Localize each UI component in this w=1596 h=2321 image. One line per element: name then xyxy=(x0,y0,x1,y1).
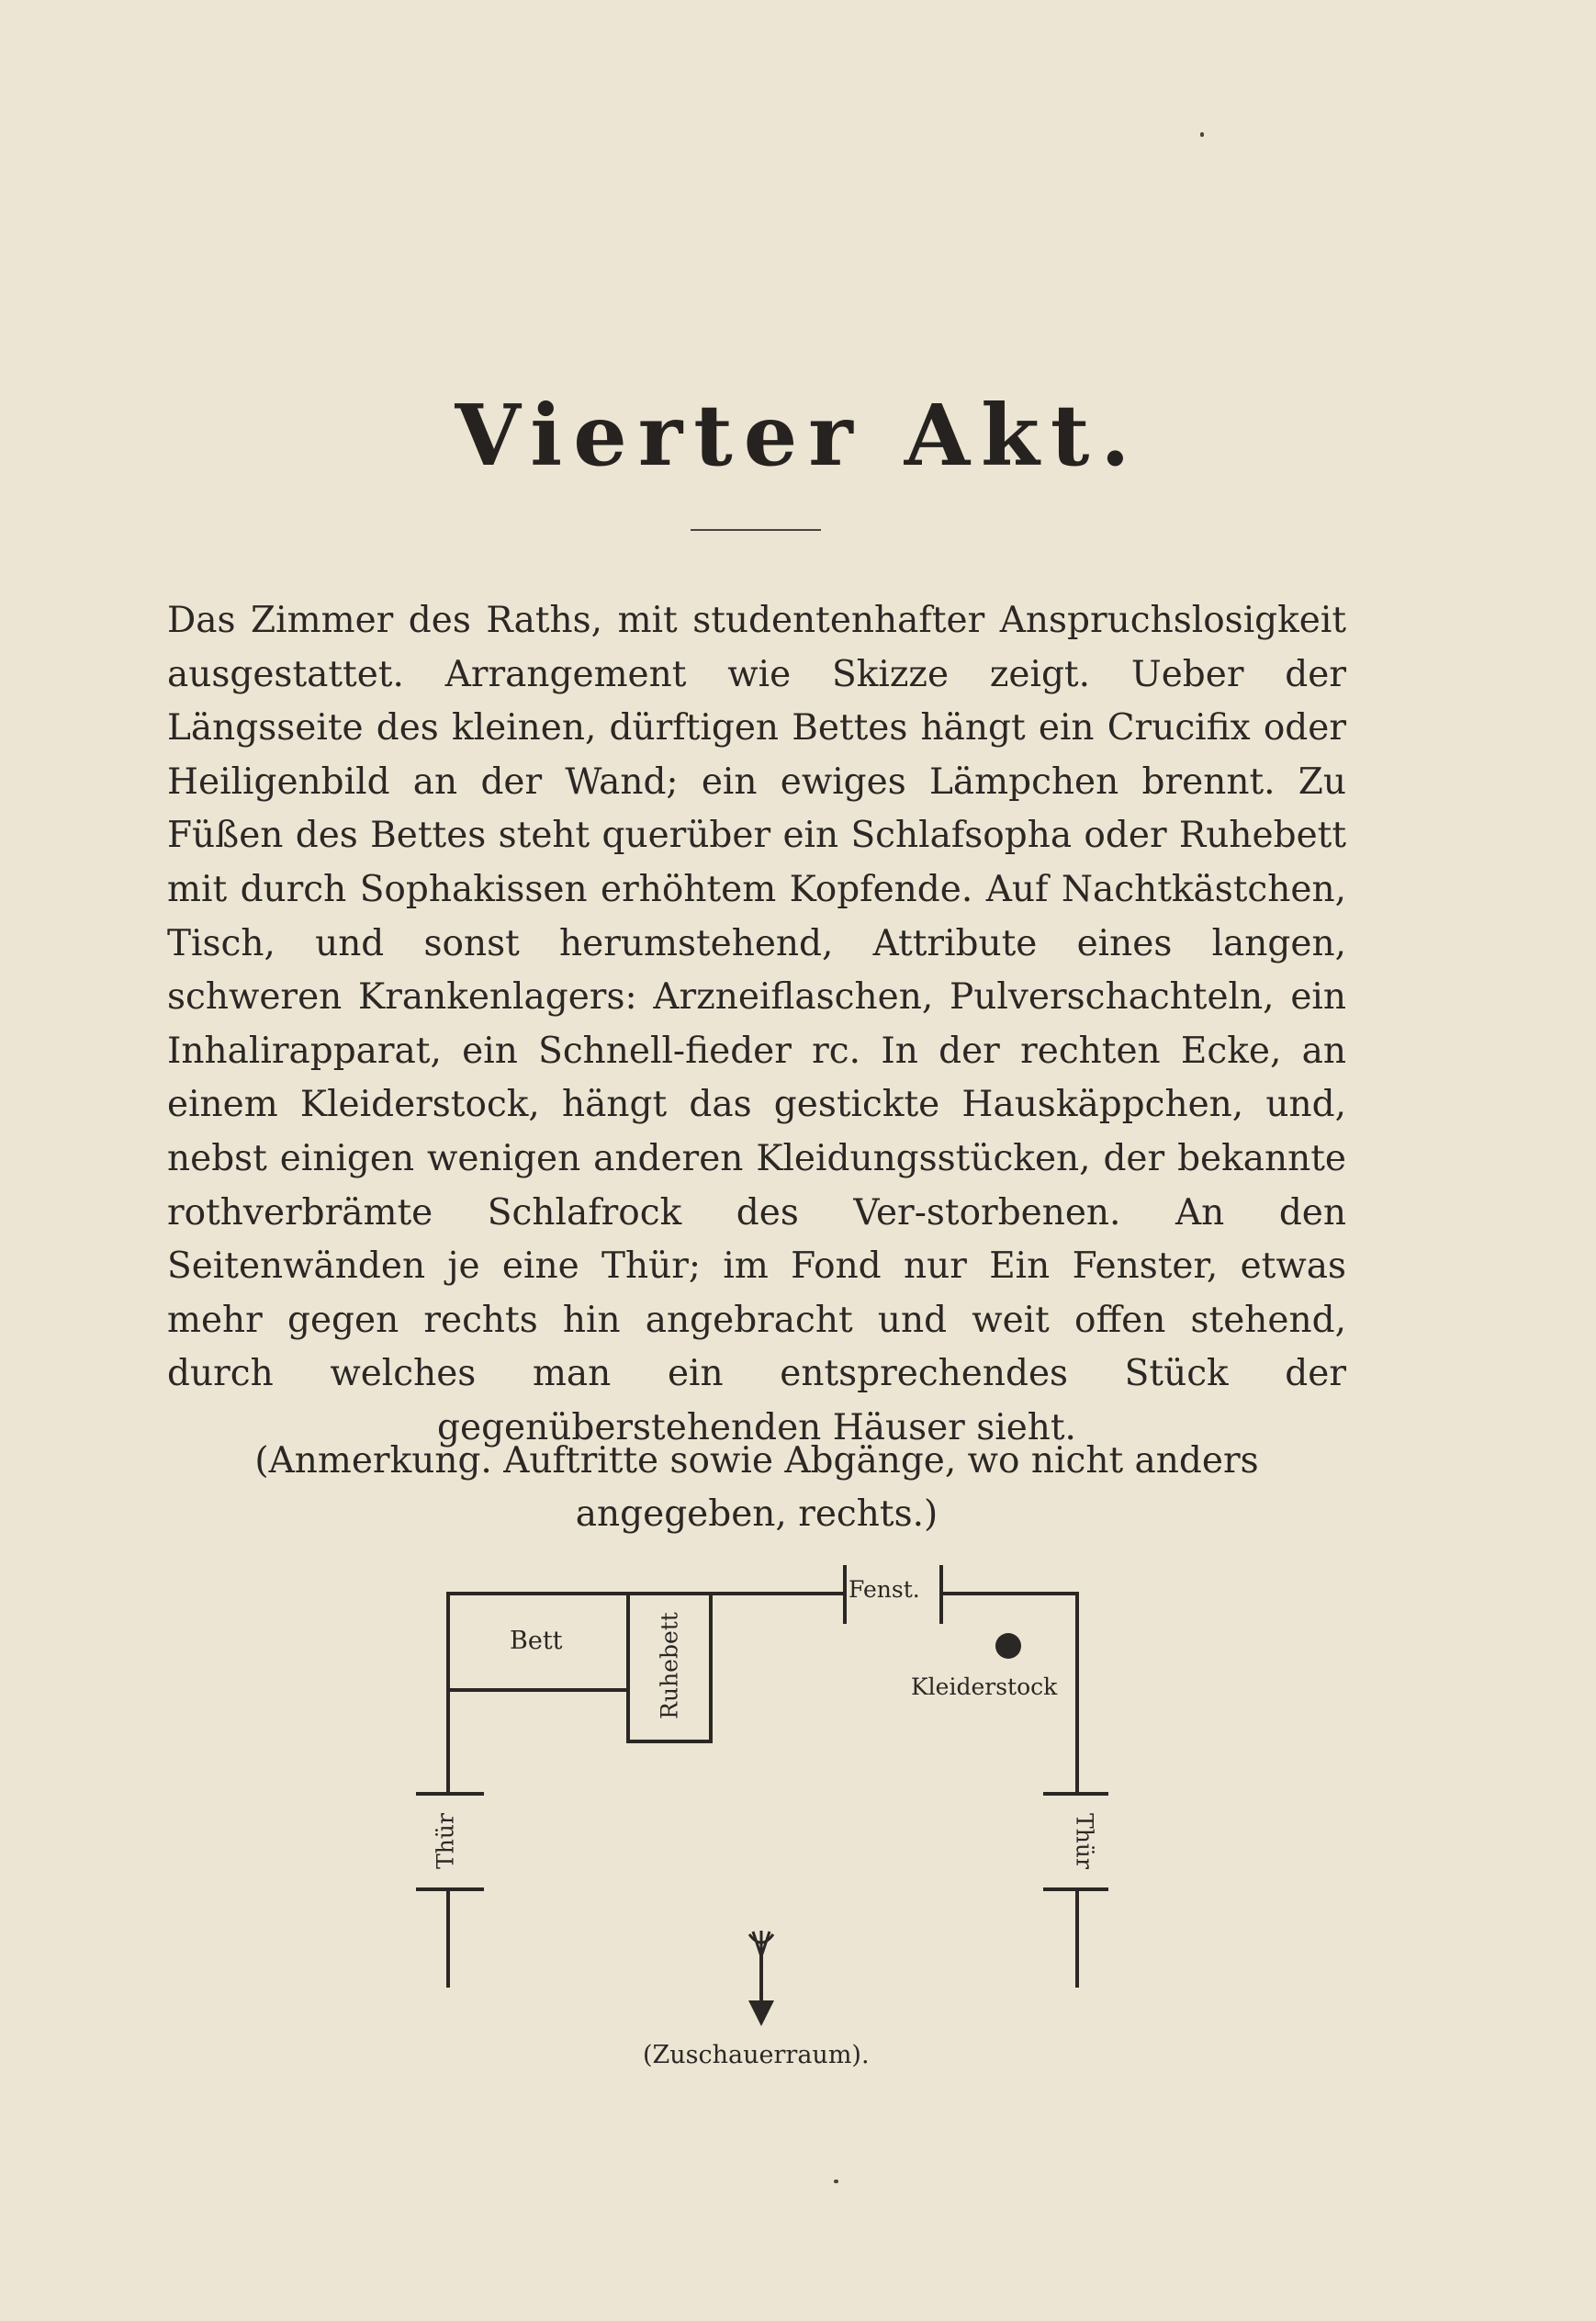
audience-label: (Zuschauerraum). xyxy=(643,2041,870,2069)
audience-arrow-head xyxy=(748,2000,774,2026)
annotation-note: (Anmerkung. Auftritte sowie Abgänge, wo nicht anders angegeben, rechts.) xyxy=(254,1440,1259,1535)
daybed-label: Ruhebett xyxy=(656,1612,683,1719)
left-door-label: Thür xyxy=(432,1813,459,1869)
audience-arrow-feather xyxy=(749,1931,773,1958)
right-door-label: Thür xyxy=(1071,1813,1098,1869)
coat-stand-label: Kleiderstock xyxy=(911,1673,1058,1700)
coat-stand-marker xyxy=(995,1633,1021,1659)
act-heading: Vierter Akt. xyxy=(455,386,1141,485)
window-label: Fenst. xyxy=(849,1576,920,1603)
bed-label: Bett xyxy=(510,1627,563,1655)
stage-direction-paragraph: Das Zimmer des Raths, mit studentenhafter Anspruchslosigkeit ausgestattet. Arrangement wie Skizze zeigt. Ueber der Längsseite des kleinen, dürftigen Bettes hängt ein Crucifix oder Heiligenbild an der Wand; ein ewiges Lämpchen brennt. Zu Füßen des Bettes steht querüber ein Schlafsopha oder Ruhebett mit durch Sophakissen erhöhtem Kopfende. Auf Nachtkästchen, Tisch, und sonst herumstehend, Attribute eines langen, schweren Krankenlagers: Arzneiflaschen, Pulverschachteln, ein Inhalirapparat, ein Schnell-fieder rc. In der rechten Ecke, an einem Kleiderstock, hängt das gestickte Hauskäppchen, und, nebst einigen wenigen anderen Kleidungsstücken, der bekannte rothverbrämte Schlafrock des Ver-storbenen. An den Seitenwänden je eine Thür; im Fond nur Ein Fenster, etwas mehr gegen rechts hin angebracht und weit offen stehend, durch welches man ein entsprechendes Stück der gegenüberstehenden Häuser sieht. xyxy=(167,600,1346,1448)
